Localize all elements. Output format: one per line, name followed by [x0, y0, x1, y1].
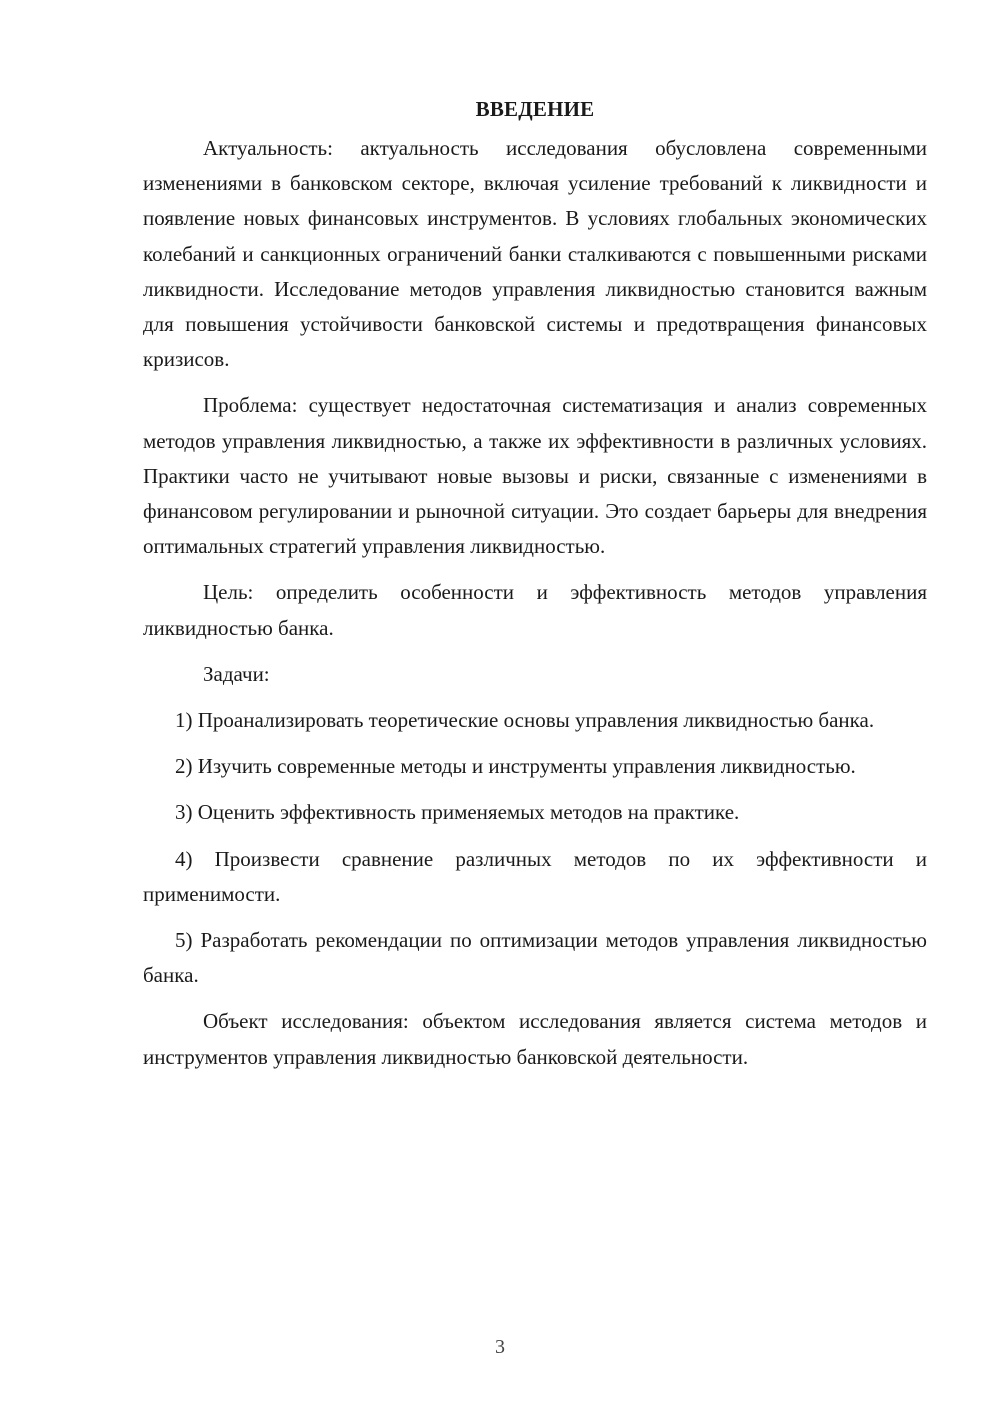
task-item-5: 5) Разработать рекомендации по оптимизации методов управления ликвидностью банка.	[143, 928, 927, 988]
relevance-paragraph: Актуальность: актуальность исследования обусловлена современными изменениями в банковском секторе, включая усиление требований к ликвидности и появление новых финансовых инструментов. В условиях глобальных экономических колебаний и санкционных ограничений банки сталкиваются с повышенными рисками ликвидности. Исследование методов управления ликвидностью становится важным для повышения устойчивости банковской системы и предотвращения финансовых кризисов.	[143, 136, 927, 372]
task-item-1: 1) Проанализировать теоретические основы управления ликвидностью банка.	[175, 708, 875, 733]
tasks-heading: Задачи:	[203, 661, 270, 686]
task-item-2: 2) Изучить современные методы и инструменты управления ликвидностью.	[175, 754, 856, 779]
object-paragraph: Объект исследования: объектом исследования является система методов и инструментов управления ликвидностью банковской деятельности.	[143, 1009, 927, 1069]
problem-paragraph: Проблема: существует недостаточная систематизация и анализ современных методов управления ликвидностью, а также их эффективности в различных условиях. Практики часто не учитывают новые вызовы и риски, связанные с изменениями в финансовом регулировании и рыночной ситуации. Это создает барьеры для внедрения оптимальных стратегий управления ликвидностью.	[143, 393, 927, 559]
page-content	[143, 92, 927, 1086]
task-item-4: 4) Произвести сравнение различных методов по их эффективности и применимости.	[143, 846, 927, 906]
page-number: 3	[495, 1336, 505, 1358]
task-item-3: 3) Оценить эффективность применяемых методов на практике.	[175, 800, 740, 825]
goal-paragraph: Цель: определить особенности и эффективность методов управления ликвидностью банка.	[143, 580, 927, 640]
section-title: ВВЕДЕНИЕ	[475, 97, 595, 121]
